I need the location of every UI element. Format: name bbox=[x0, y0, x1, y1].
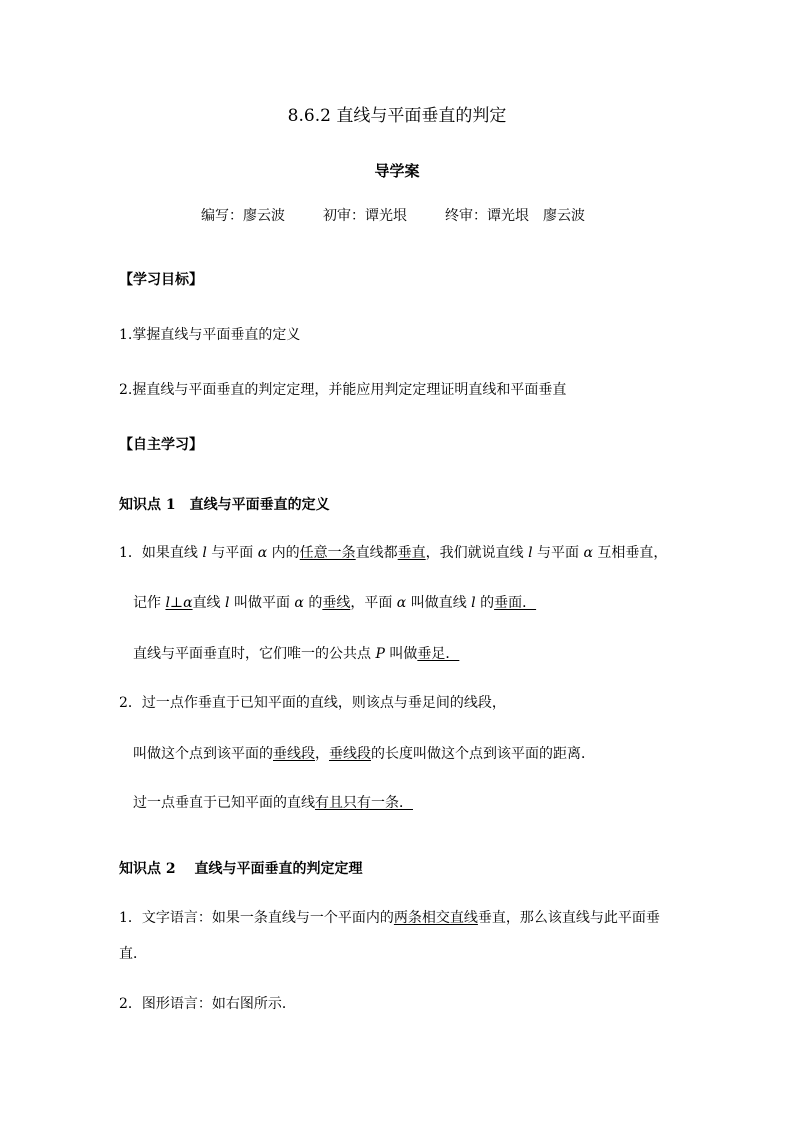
text: 直线都 bbox=[355, 545, 398, 561]
underlined-answer: 垂面． bbox=[494, 595, 537, 611]
math-l: l bbox=[225, 595, 230, 611]
text: 互相垂直， bbox=[592, 545, 668, 561]
text: 叫做这个点到该平面的 bbox=[133, 746, 273, 762]
text: 的长度叫做这个点到该平面的距离． bbox=[371, 746, 595, 762]
first-review-credit: 初审：谭光垠 bbox=[323, 208, 407, 224]
text: 直线 bbox=[192, 595, 226, 611]
kp2-line-2: 2．图形语言：如右图所示． bbox=[119, 996, 296, 1012]
text: ，我们就说直线 bbox=[425, 545, 529, 561]
kp1-line-4: 2．过一点作垂直于已知平面的直线，则该点与垂足间的线段， bbox=[119, 695, 506, 711]
text: ， bbox=[315, 746, 329, 762]
underlined-answer: 垂直 bbox=[397, 545, 426, 561]
text: 叫做平面 bbox=[229, 595, 295, 611]
underlined-answer: 垂线 bbox=[322, 595, 351, 611]
math-alpha: α bbox=[396, 595, 407, 611]
underlined-answer: 任意一条 bbox=[299, 545, 356, 561]
math-p: P bbox=[375, 646, 385, 662]
underlined-answer: 两条相交直线 bbox=[393, 910, 478, 926]
goal-item: 2.握直线与平面垂直的判定定理，并能应用判定定理证明直线和平面垂直 bbox=[119, 382, 567, 398]
text: 与平面 bbox=[206, 545, 258, 561]
underlined-answer: 有且只有一条． bbox=[315, 795, 413, 811]
kp1-line-6 bbox=[133, 793, 413, 813]
text: 的 bbox=[303, 595, 323, 611]
text: 直线与平面垂直时，它们唯一的公共点 bbox=[133, 646, 376, 662]
text: 1．如果直线 bbox=[119, 545, 203, 561]
math-l: l bbox=[471, 595, 476, 611]
kp1-line-3 bbox=[133, 644, 459, 664]
final-review-credit: 终审：谭光垠 廖云波 bbox=[445, 208, 585, 224]
kp1-heading: 知识点 1 直线与平面垂直的定义 bbox=[119, 497, 330, 513]
math-alpha: α bbox=[257, 545, 268, 561]
page-subtitle: 导学案 bbox=[374, 162, 420, 180]
underlined-answer: l⊥α bbox=[165, 595, 193, 611]
text: ，平面 bbox=[350, 595, 397, 611]
kp2-line-1 bbox=[119, 908, 660, 928]
goals-heading: 【学习目标】 bbox=[119, 272, 203, 288]
text: 叫做 bbox=[384, 646, 418, 662]
authors-line bbox=[201, 206, 585, 226]
text: 过一点垂直于已知平面的直线 bbox=[133, 795, 315, 811]
kp2-line-1-cont: 直． bbox=[119, 946, 147, 962]
kp1-line-1 bbox=[119, 543, 667, 563]
goal-item: 1.掌握直线与平面垂直的定义 bbox=[119, 327, 301, 343]
text: 叫做直线 bbox=[406, 595, 472, 611]
text: 记作 bbox=[133, 595, 166, 611]
text: 内的 bbox=[267, 545, 300, 561]
text: 垂直，那么该直线与此平面垂 bbox=[477, 910, 660, 926]
math-l: l bbox=[202, 545, 207, 561]
underlined-answer: 垂线段 bbox=[273, 746, 315, 762]
math-alpha: α bbox=[583, 545, 593, 561]
page-title: 8.6.2 直线与平面垂直的判定 bbox=[287, 106, 507, 126]
kp2-heading: 知识点 2 直线与平面垂直的判定定理 bbox=[119, 861, 363, 877]
kp1-line-2 bbox=[133, 593, 536, 613]
text: 的 bbox=[475, 595, 495, 611]
underlined-answer: 垂足． bbox=[417, 646, 460, 662]
math-l: l bbox=[528, 545, 533, 561]
kp1-line-5 bbox=[133, 744, 595, 764]
math-alpha: α bbox=[294, 595, 304, 611]
text: 1．文字语言：如果一条直线与一个平面内的 bbox=[119, 910, 394, 926]
self-study-heading: 【自主学习】 bbox=[119, 437, 203, 453]
writer-credit: 编写：廖云波 bbox=[201, 208, 285, 224]
underlined-answer: 垂线段 bbox=[329, 746, 371, 762]
text: 与平面 bbox=[532, 545, 584, 561]
